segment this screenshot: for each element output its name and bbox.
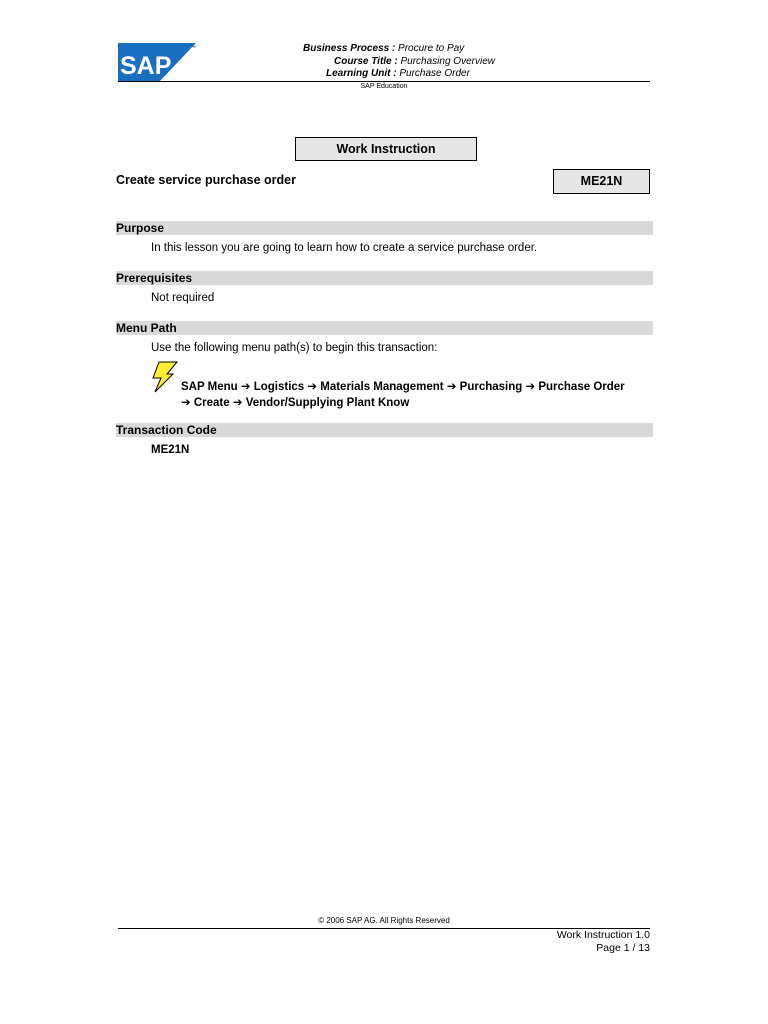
arrow-right-icon: ➔ <box>446 379 457 393</box>
menu-path-step: Create <box>193 397 230 409</box>
arrow-right-icon: ➔ <box>240 379 251 393</box>
copyright: © 2006 SAP AG. All Rights Reserved <box>318 916 450 925</box>
header-divider <box>118 81 650 82</box>
learning-unit-line: Learning Unit : Purchase Order <box>326 68 470 79</box>
lightning-bolt-icon <box>150 361 178 393</box>
page-number: Page 1 / 13 <box>596 941 650 954</box>
work-instruction-box: Work Instruction <box>295 137 477 161</box>
purpose-heading: Purpose <box>116 221 653 235</box>
menu-path-step: Purchasing <box>459 381 523 393</box>
menu-path-heading: Menu Path <box>116 321 653 335</box>
page-title: Create service purchase order <box>116 173 296 187</box>
transaction-code-text: ME21N <box>151 444 190 456</box>
menu-path-step: Vendor/Supplying Plant Know <box>245 397 410 409</box>
arrow-right-icon: ➔ <box>525 379 536 393</box>
menu-path-line-1 <box>181 379 625 395</box>
footer-info <box>450 929 650 954</box>
transaction-code-box: ME21N <box>553 169 650 194</box>
menu-path-step: Materials Management <box>320 381 444 393</box>
menu-path-step: Purchase Order <box>538 381 625 393</box>
business-process-line: Business Process : Procure to Pay <box>303 43 465 54</box>
menu-path <box>181 379 625 411</box>
menu-path-intro: Use the following menu path(s) to begin this transaction: <box>151 342 438 354</box>
prerequisites-text: Not required <box>151 292 215 304</box>
transaction-code-heading: Transaction Code <box>116 423 653 437</box>
svg-text:™: ™ <box>191 45 196 51</box>
menu-path-line-2 <box>181 395 625 411</box>
purpose-text: In this lesson you are going to learn how to create a service purchase order. <box>151 242 538 254</box>
version-label: Work Instruction 1.0 <box>556 929 650 941</box>
arrow-right-icon: ➔ <box>181 395 191 409</box>
menu-path-step: SAP Menu <box>181 381 238 393</box>
sap-logo <box>118 43 198 83</box>
arrow-right-icon: ➔ <box>307 379 318 393</box>
menu-path-step: Logistics <box>253 381 305 393</box>
header-meta <box>250 43 650 81</box>
prerequisites-heading: Prerequisites <box>116 271 653 285</box>
sap-logo-text: SAP <box>120 52 172 80</box>
course-title-line: Course Title : Purchasing Overview <box>334 55 495 67</box>
sap-education-label: SAP Education <box>360 83 408 90</box>
arrow-right-icon: ➔ <box>232 395 243 409</box>
